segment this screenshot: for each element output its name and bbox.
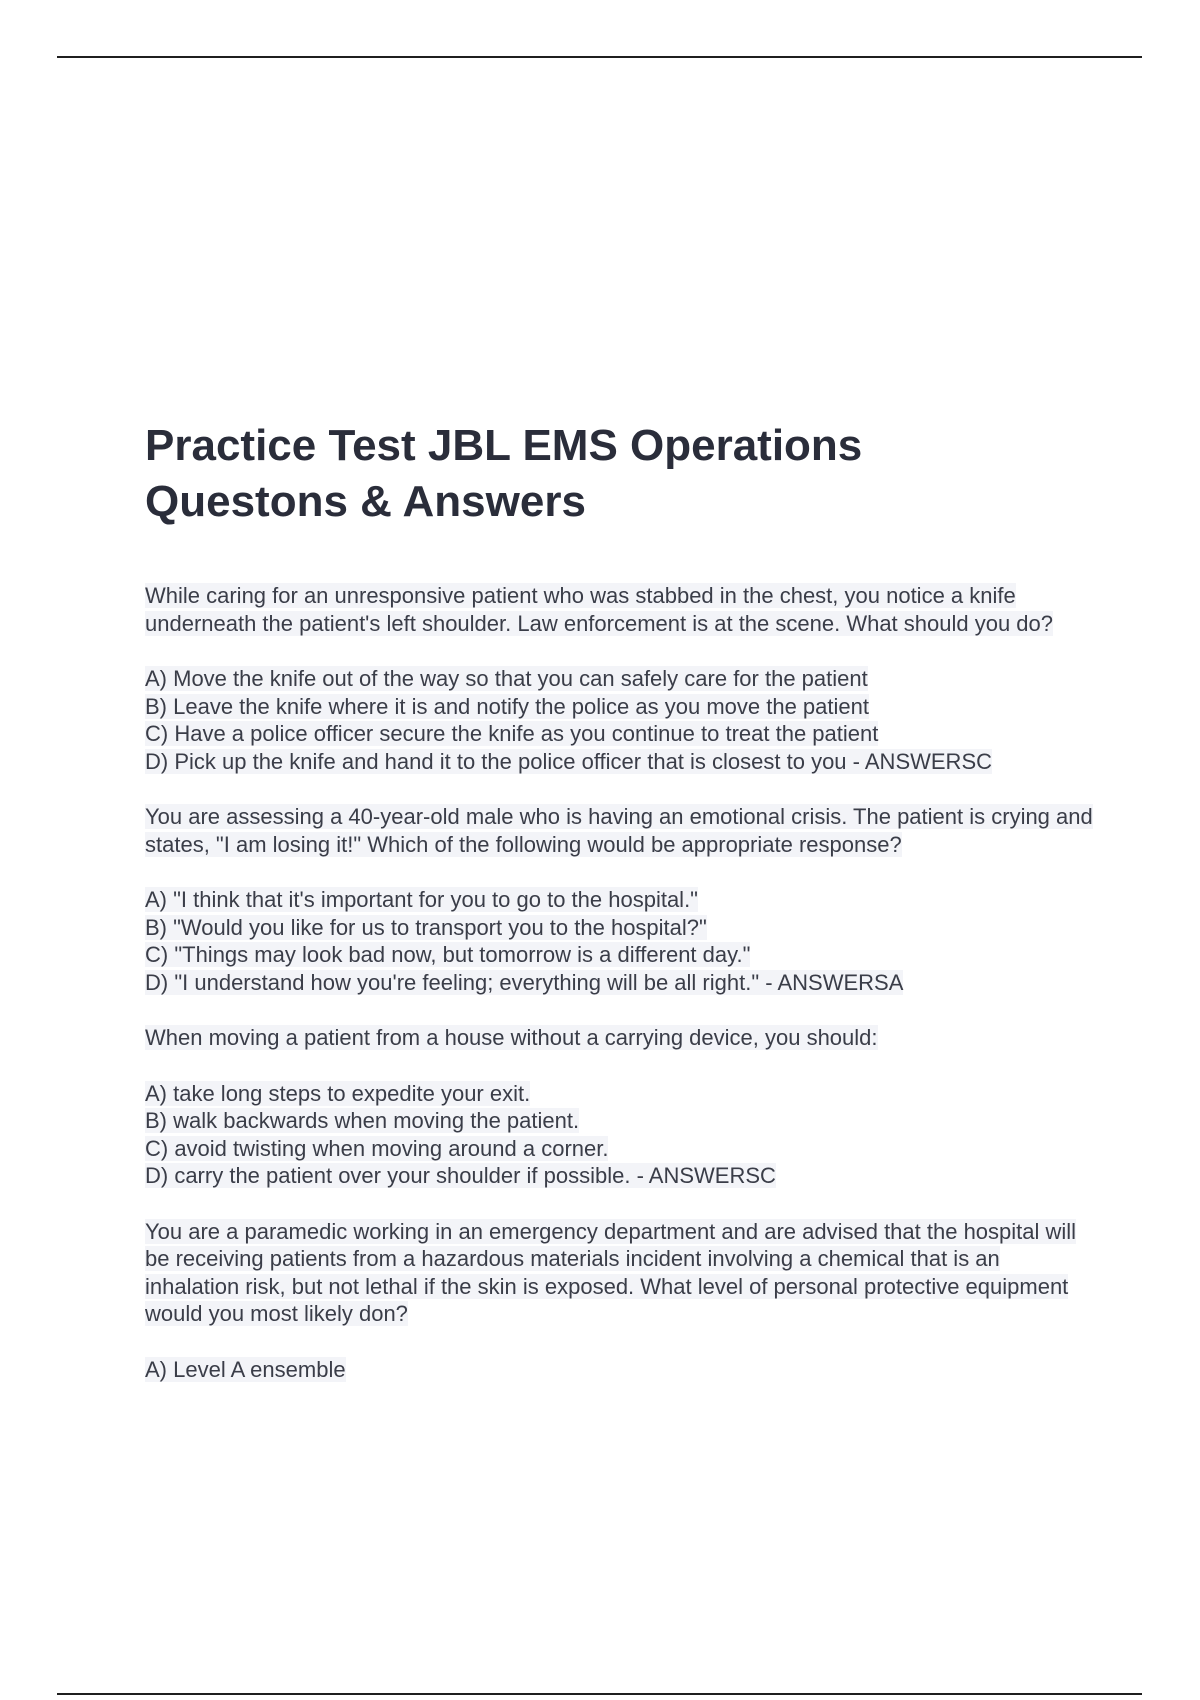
title-line-2: Questons & Answers [145, 477, 586, 526]
top-rule [57, 56, 1142, 58]
option-a: A) "I think that it's important for you to go to the hospital." [145, 887, 698, 912]
title-line-1: Practice Test JBL EMS Operations [145, 421, 863, 470]
option-a: A) Level A ensemble [145, 1356, 346, 1382]
answer-options [145, 665, 1095, 775]
question-block-3 [145, 1024, 1095, 1190]
option-b: B) walk backwards when moving the patient. [145, 1108, 580, 1133]
option-d: D) Pick up the knife and hand it to the police officer that is closest to you - ANSWERSC [145, 748, 992, 774]
question-text: You are a paramedic working in an emergency department and are advised that the hospital will be receiving patients from a hazardous materials incident involving a chemical that is an inhalation risk, but not lethal if the skin is exposed. What level of personal protective equipment would you most likely don? [145, 1218, 1077, 1326]
option-b: B) Leave the knife where it is and notify the police as you move the patient [145, 693, 869, 719]
question-block-4 [145, 1218, 1095, 1384]
page-content [145, 418, 1095, 1411]
answer-options [145, 1080, 1095, 1190]
option-a: A) take long steps to expedite your exit. [145, 1080, 531, 1106]
option-b: B) "Would you like for us to transport you to the hospital?" [145, 914, 707, 940]
question-block-2 [145, 803, 1095, 996]
answer-options [145, 1356, 1095, 1384]
bottom-rule [57, 1693, 1142, 1695]
document-title [145, 418, 1095, 530]
question-list [145, 582, 1095, 1383]
option-c: C) avoid twisting when moving around a corner. [145, 1135, 609, 1161]
question-block-1 [145, 582, 1095, 775]
option-c: C) Have a police officer secure the knife as you continue to treat the patient [145, 721, 879, 746]
question-text: When moving a patient from a house without a carrying device, you should: [145, 1025, 878, 1050]
option-d: D) "I understand how you're feeling; everything will be all right." - ANSWERSA [145, 969, 904, 995]
option-d: D) carry the patient over your shoulder if possible. - ANSWERSC [145, 1163, 776, 1188]
option-c: C) "Things may look bad now, but tomorrow is a different day." [145, 942, 751, 967]
answer-options [145, 886, 1095, 996]
option-a: A) Move the knife out of the way so that you can safely care for the patient [145, 666, 868, 691]
question-text: You are assessing a 40-year-old male who is having an emotional crisis. The patient is crying and states, "I am losing it!" Which of the following would be appropriate response? [145, 804, 1093, 857]
question-text: While caring for an unresponsive patient who was stabbed in the chest, you notice a knife underneath the patient's left shoulder. Law enforcement is at the scene. What should you do? [145, 583, 1054, 636]
